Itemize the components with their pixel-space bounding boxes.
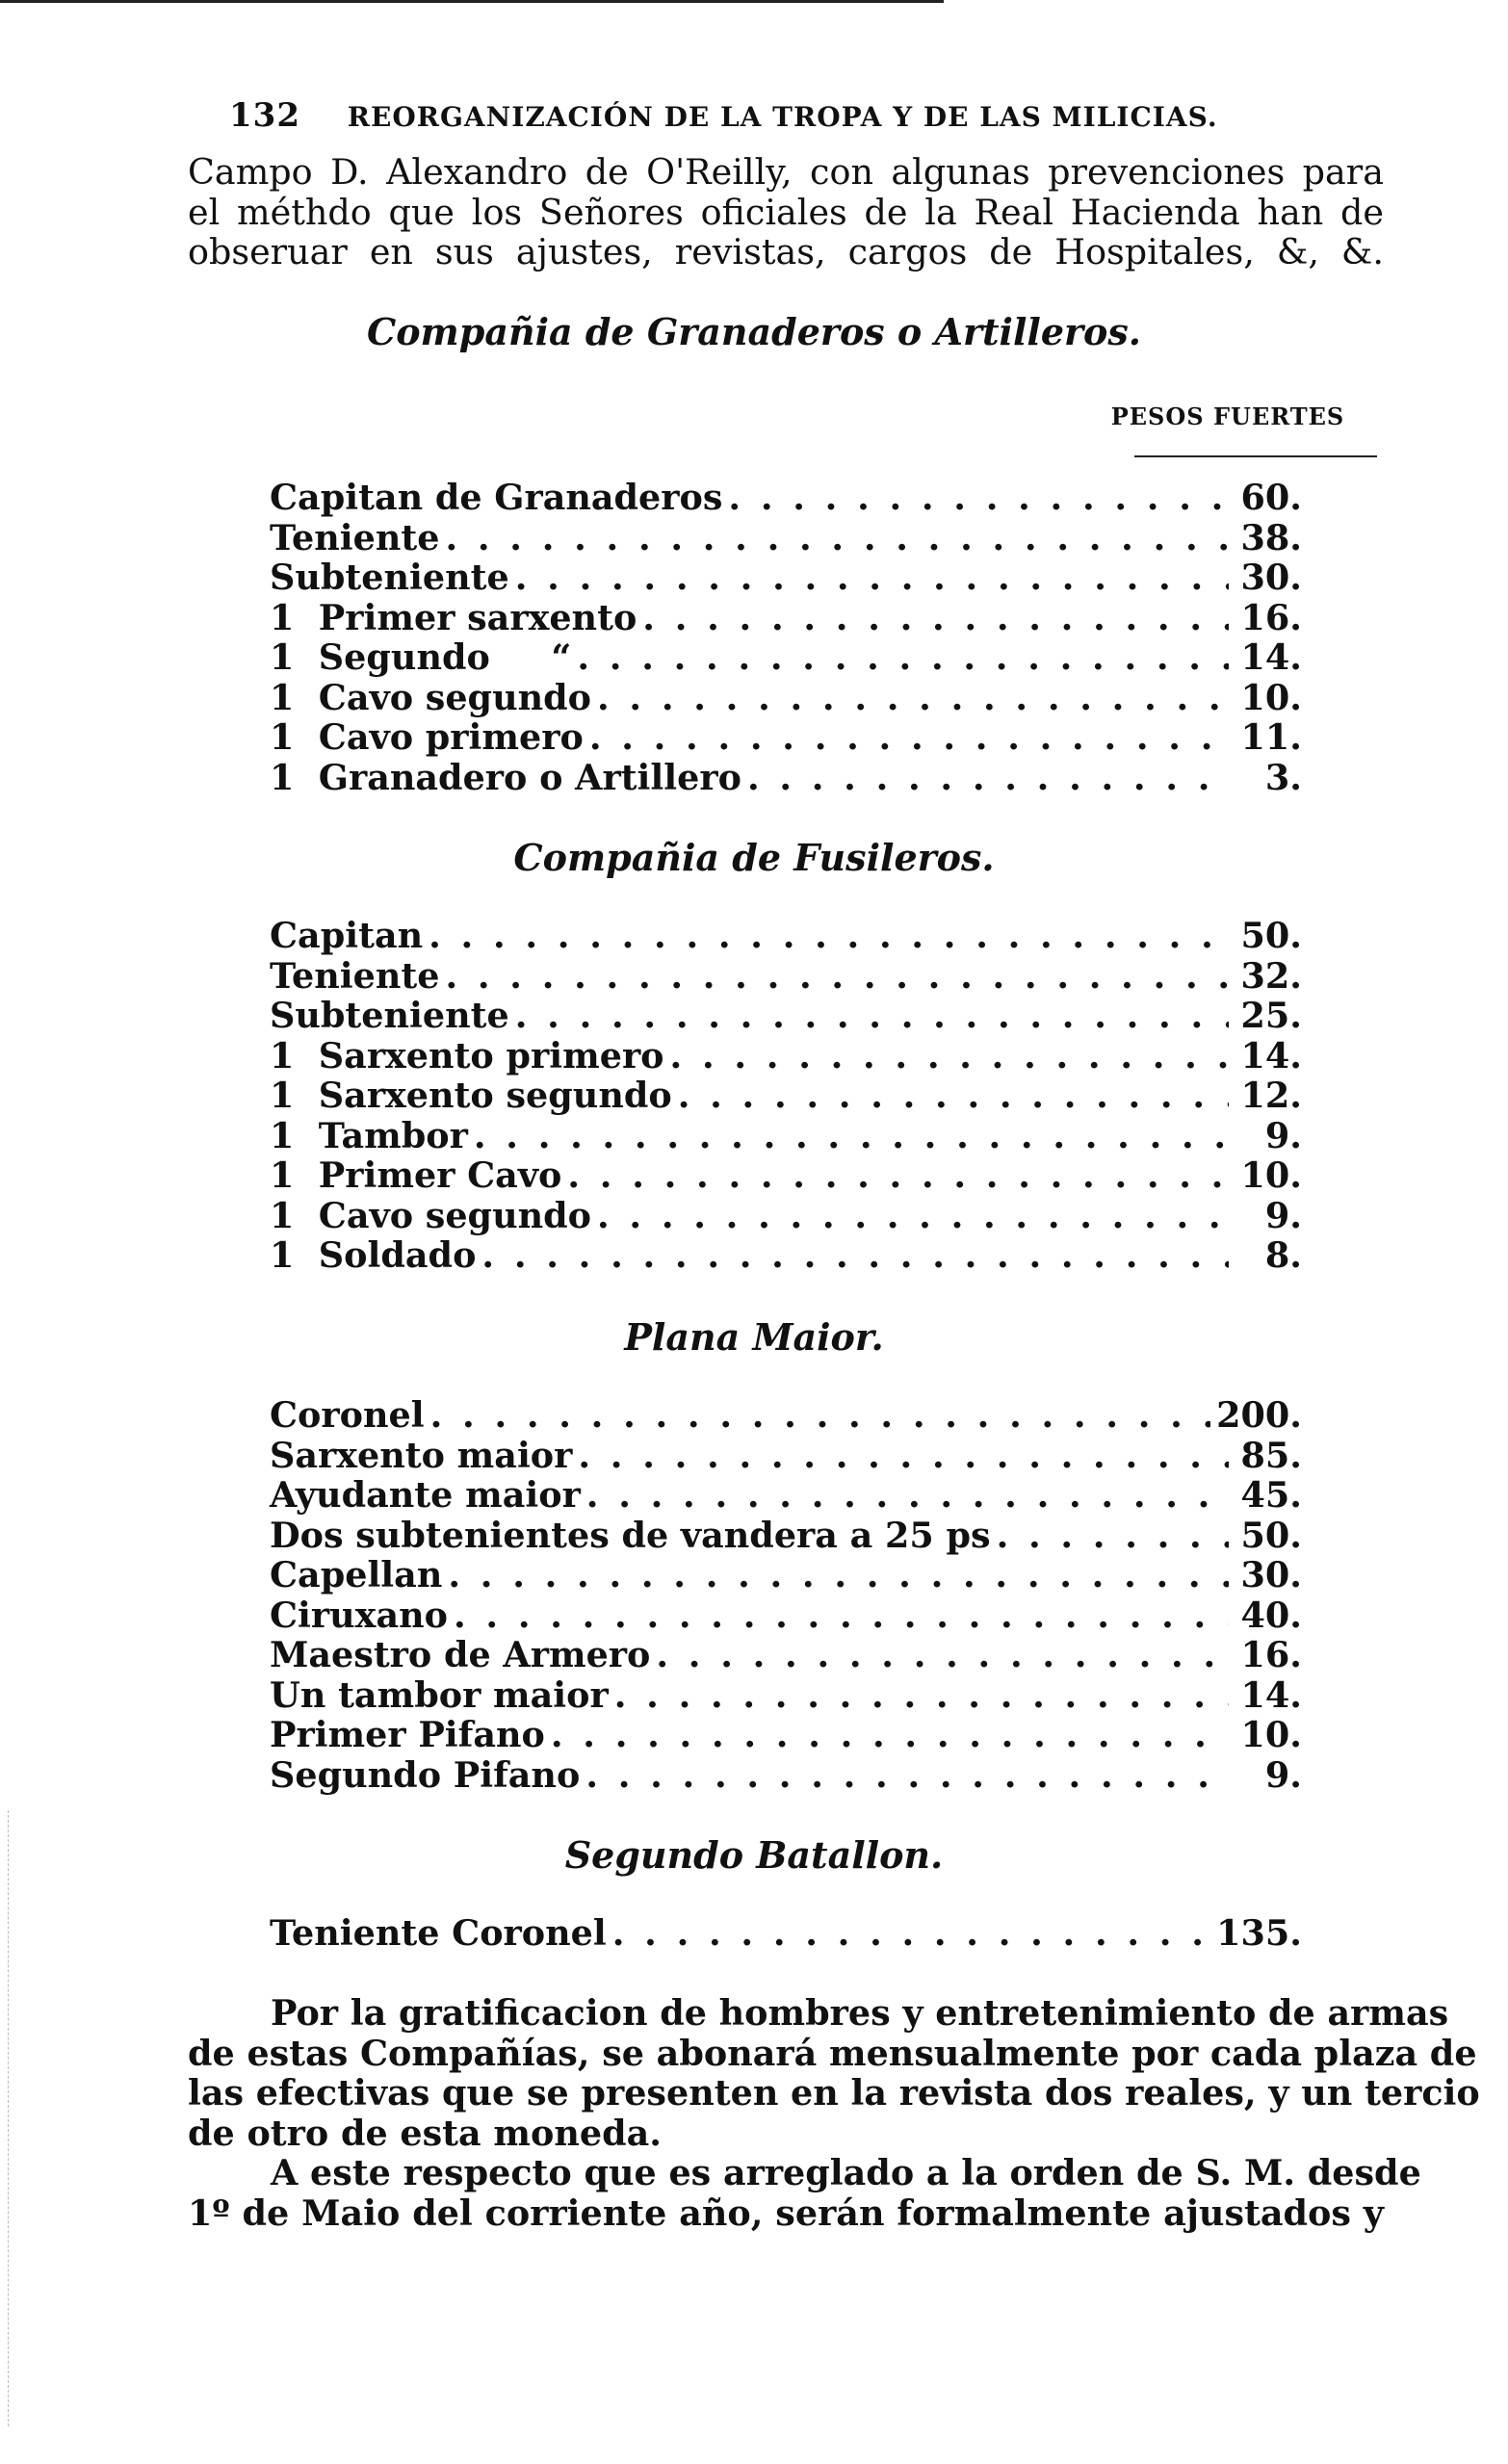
leader-dots xyxy=(642,597,1229,638)
table-row xyxy=(270,955,1302,996)
row-label: Dos subtenientes de vandera a 25 ps xyxy=(270,1514,991,1556)
row-value: 10. xyxy=(1240,676,1302,718)
table-row xyxy=(270,1234,1302,1275)
row-label: 1 Soldado xyxy=(270,1234,477,1276)
column-rule xyxy=(1134,455,1377,457)
row-value: 14. xyxy=(1240,1673,1302,1716)
table-row xyxy=(270,1912,1302,1953)
leader-dots xyxy=(454,1595,1229,1636)
row-label: Un tambor maior xyxy=(270,1673,609,1716)
row-label: 1 Segundo “ xyxy=(270,636,572,678)
table-row xyxy=(270,1674,1302,1715)
row-value: 32. xyxy=(1240,954,1302,997)
row-label: Subteniente xyxy=(270,557,509,598)
row-label: Capitan de Granaderos xyxy=(270,477,723,518)
leader-dots xyxy=(612,1912,1210,1954)
row-label: Primer Pifano xyxy=(270,1714,545,1755)
intro-line: el méthdo que los Señores oficiales de la Real Hacienda han de xyxy=(188,191,1384,233)
row-label: 1 Sarxento segundo xyxy=(270,1075,672,1116)
leader-dots xyxy=(448,1554,1229,1595)
leader-dots xyxy=(597,1195,1229,1236)
row-value: 9. xyxy=(1264,1753,1302,1796)
section-title-plana-maior: Plana Maior. xyxy=(624,1315,884,1359)
row-label: Capellan xyxy=(270,1554,443,1595)
row-label: 1 Primer sarxento xyxy=(270,596,637,638)
leader-dots xyxy=(997,1515,1229,1556)
row-label: 1 Tambor xyxy=(270,1114,468,1156)
column-heading: PESOS FUERTES xyxy=(1110,402,1345,430)
row-value: 40. xyxy=(1240,1594,1302,1636)
leader-dots xyxy=(474,1115,1229,1156)
row-label: Teniente xyxy=(270,516,440,558)
row-value: 50. xyxy=(1240,1514,1302,1556)
row-value: 8. xyxy=(1264,1234,1302,1276)
table-row xyxy=(270,995,1302,1035)
section-title-granaderos: Compañia de Granaderos o Artilleros. xyxy=(366,310,1142,353)
leader-dots xyxy=(577,636,1229,678)
row-value: 14. xyxy=(1240,1034,1302,1076)
row-value: 11. xyxy=(1240,716,1302,758)
table-plana-maior xyxy=(270,1394,1302,1794)
table-row xyxy=(270,1515,1302,1555)
row-value: 60. xyxy=(1240,477,1302,518)
table-row xyxy=(270,636,1302,677)
leader-dots xyxy=(567,1154,1229,1196)
closing-line: Por la gratificacion de hombres y entretenimiento de armas xyxy=(271,1992,1449,2034)
table-row xyxy=(270,1154,1302,1195)
table-row xyxy=(270,677,1302,717)
row-value: 45. xyxy=(1240,1474,1302,1516)
intro-line: obseruar en sus ajustes, revistas, cargos de Hospitales, &, &. xyxy=(188,231,1384,272)
row-label: Teniente xyxy=(270,954,440,997)
row-label: Ayudante maior xyxy=(270,1474,581,1516)
closing-line: de otro de esta moneda. xyxy=(188,2112,662,2154)
row-label: Maestro de Armero xyxy=(270,1634,651,1675)
closing-line: 1º de Maio del corriente año, serán formalmente ajustados y xyxy=(188,2192,1384,2234)
table-row xyxy=(270,757,1302,797)
leader-dots xyxy=(429,915,1229,956)
table-row xyxy=(270,1634,1302,1674)
leader-dots xyxy=(430,1394,1210,1436)
closing-paragraph xyxy=(188,1992,1480,2234)
table-row xyxy=(270,716,1302,757)
leader-dots xyxy=(585,1754,1229,1796)
table-row xyxy=(270,1075,1302,1115)
leader-dots xyxy=(614,1674,1229,1716)
leader-dots xyxy=(586,1474,1229,1516)
row-label: Sarxento maior xyxy=(270,1434,573,1476)
row-value: 50. xyxy=(1240,915,1302,956)
leader-dots xyxy=(678,1075,1229,1116)
table-row xyxy=(270,1754,1302,1795)
table-granaderos xyxy=(270,477,1302,796)
table-row xyxy=(270,1435,1302,1475)
leader-dots xyxy=(515,995,1229,1036)
row-value: 3. xyxy=(1264,756,1302,798)
row-value: 10. xyxy=(1240,1154,1302,1196)
leader-dots xyxy=(670,1035,1229,1076)
leader-dots xyxy=(597,677,1229,718)
table-row xyxy=(270,1474,1302,1515)
intro-paragraph xyxy=(188,152,1384,272)
row-value: 85. xyxy=(1240,1434,1302,1476)
row-value: 30. xyxy=(1240,557,1302,598)
table-row xyxy=(270,1595,1302,1635)
table-row xyxy=(270,1714,1302,1754)
row-value: 12. xyxy=(1240,1075,1302,1116)
margin-rule xyxy=(8,1810,10,2426)
leader-dots xyxy=(551,1714,1229,1755)
leader-dots xyxy=(445,955,1229,997)
row-label: 1 Sarxento primero xyxy=(270,1034,664,1076)
table-row xyxy=(270,477,1302,517)
table-row xyxy=(270,597,1302,637)
row-value: 135. xyxy=(1216,1912,1302,1954)
leader-dots xyxy=(481,1234,1229,1276)
row-value: 38. xyxy=(1240,516,1302,558)
row-label: 1 Granadero o Artillero xyxy=(270,756,741,798)
leader-dots xyxy=(747,757,1229,798)
table-segundo-batallon xyxy=(270,1912,1302,1953)
row-value: 14. xyxy=(1240,636,1302,678)
row-label: 1 Primer Cavo xyxy=(270,1154,562,1196)
row-value: 9. xyxy=(1264,1194,1302,1236)
table-row xyxy=(270,1554,1302,1595)
row-label: Coronel xyxy=(270,1394,425,1436)
row-value: 10. xyxy=(1240,1714,1302,1755)
leader-dots xyxy=(515,557,1229,598)
page-number: 132 xyxy=(229,96,300,135)
leader-dots xyxy=(578,1435,1229,1476)
row-label: Capitan xyxy=(270,915,424,956)
row-value: 16. xyxy=(1240,1634,1302,1675)
running-title: REORGANIZACIÓN DE LA TROPA Y DE LAS MILICIAS. xyxy=(347,101,1218,133)
row-value: 16. xyxy=(1240,596,1302,638)
row-label: 1 Cavo segundo xyxy=(270,1194,592,1236)
closing-line: de estas Compañías, se abonará mensualmente por cada plaza de xyxy=(188,2032,1477,2074)
row-value: 30. xyxy=(1240,1554,1302,1595)
row-label: Ciruxano xyxy=(270,1594,448,1636)
row-label: 1 Cavo segundo xyxy=(270,676,592,718)
row-label: Subteniente xyxy=(270,995,509,1036)
row-label: Segundo Pifano xyxy=(270,1753,581,1796)
table-row xyxy=(270,1195,1302,1235)
closing-line: A este respecto que es arreglado a la orden de S. M. desde xyxy=(271,2152,1421,2193)
row-value: 9. xyxy=(1264,1114,1302,1156)
row-label: Teniente Coronel xyxy=(270,1912,607,1954)
leader-dots xyxy=(589,716,1229,758)
table-fusileros xyxy=(270,915,1302,1275)
top-rule xyxy=(0,0,944,3)
table-row xyxy=(270,1035,1302,1076)
table-row xyxy=(270,557,1302,597)
table-row xyxy=(270,1115,1302,1155)
section-title-segundo-batallon: Segundo Batallon. xyxy=(564,1833,944,1877)
running-header xyxy=(229,96,1288,135)
leader-dots xyxy=(656,1634,1229,1675)
table-row xyxy=(270,1394,1302,1435)
section-title-fusileros: Compañia de Fusileros. xyxy=(513,836,995,879)
row-value: 25. xyxy=(1240,995,1302,1036)
row-label: 1 Cavo primero xyxy=(270,716,584,758)
table-row xyxy=(270,517,1302,558)
leader-dots xyxy=(728,477,1229,518)
table-row xyxy=(270,915,1302,955)
row-value: 200. xyxy=(1216,1394,1302,1436)
leader-dots xyxy=(445,517,1229,558)
closing-line: las efectivas que se presenten en la revista dos reales, y un tercio xyxy=(188,2072,1480,2114)
intro-line: Campo D. Alexandro de O'Reilly, con algunas prevenciones para xyxy=(188,151,1384,193)
